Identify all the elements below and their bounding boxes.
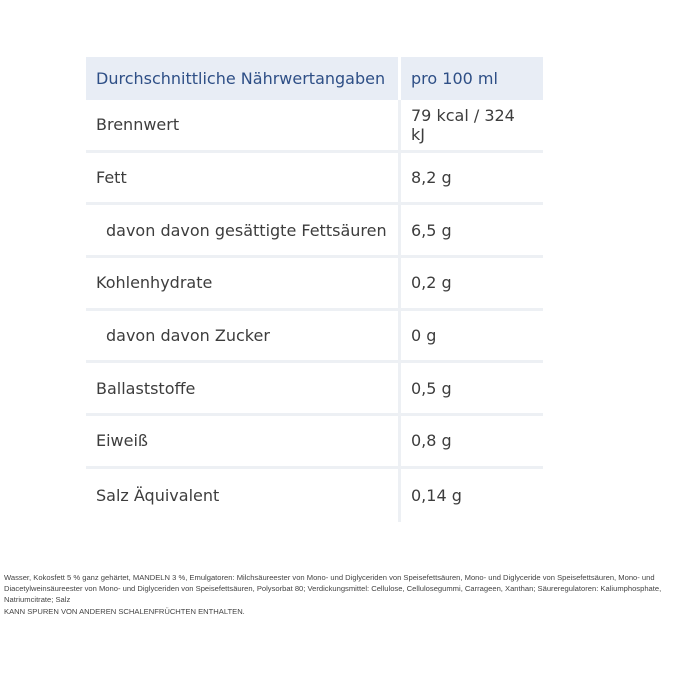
table-row xyxy=(86,416,543,469)
header-per-100ml: pro 100 ml xyxy=(401,57,543,100)
ingredients-text: Wasser, Kokosfett 5 % ganz gehärtet, MANDELN 3 %, Emulgatoren: Milchsäureester von Mono- und Diglyceriden von Speisefettsäuren, Mono- und Diglyceride von Speisefettsäuren, Mono- und Diacetylweinsäureester von Mono- und Diglyceriden von Speisefettsäuren, Polysorbat 80; Verdickungsmittel: Cellulose, Cellulosegummi, Carrageen, Xanthan; Säureregulatoren: Kaliumphosphate, Natriumcitrate; Salz xyxy=(4,573,662,605)
nutrient-name: Kohlenhydrate xyxy=(86,258,401,311)
table-row xyxy=(86,363,543,416)
nutrient-value: 8,2 g xyxy=(401,153,543,206)
table-row xyxy=(86,153,543,206)
table-row xyxy=(86,100,543,153)
table-row xyxy=(86,469,543,522)
table-row xyxy=(86,258,543,311)
nutrient-value: 79 kcal / 324 kJ xyxy=(401,100,543,153)
table-header-row xyxy=(86,57,543,100)
nutrient-name: Brennwert xyxy=(86,100,401,153)
ingredients-block xyxy=(4,572,676,617)
nutrient-value: 0,14 g xyxy=(411,485,462,505)
nutrient-value: 0,5 g xyxy=(401,363,543,416)
nutrient-value: 0,8 g xyxy=(401,416,543,469)
table-row xyxy=(86,311,543,364)
table-row xyxy=(86,205,543,258)
header-nutrient: Durchschnittliche Nährwertangaben xyxy=(86,57,401,100)
nutrient-value: 0 g xyxy=(401,311,543,364)
nutrient-name: Eiweiß xyxy=(86,416,401,469)
nutrient-name: davon davon gesättigte Fettsäuren xyxy=(86,205,401,258)
nutrient-name: Ballaststoffe xyxy=(86,363,401,416)
nutrient-name: Salz Äquivalent xyxy=(86,469,401,522)
nutrition-table xyxy=(86,57,543,522)
nutrient-value: 0,2 g xyxy=(401,258,543,311)
nutrient-name: Fett xyxy=(86,153,401,206)
allergen-note: KANN SPUREN VON ANDEREN SCHALENFRÜCHTEN ENTHALTEN. xyxy=(4,606,245,616)
nutrient-value: 6,5 g xyxy=(401,205,543,258)
nutrient-name: davon davon Zucker xyxy=(86,311,401,364)
